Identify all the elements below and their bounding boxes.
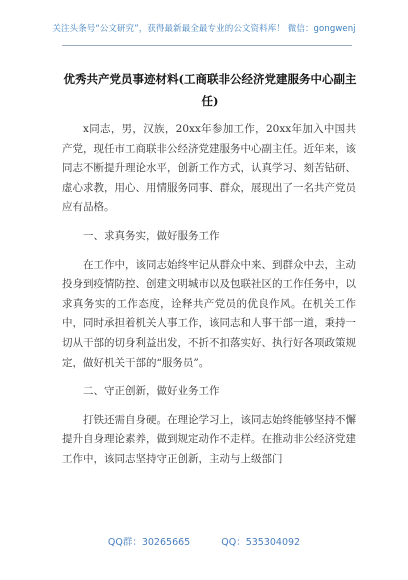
paragraph-section-1: 在工作中，该同志始终牢记从群众中来、到群众中去，主动投身到疫情防控、创建文明城市以及包联社区的工作任务中，以求真务实的工作态度，诠释共产党员的优良作风。在机关工作中，同时承担着机关人事工作，该同志和人事干部一道，秉持一切从干部的切身利益出发，不折不扣落实好、执行好各项政策规定，做好机关干部的“服务员”。 [62,258,356,369]
footer-qq-group: QQ群：30265665 [107,537,191,548]
document-body [62,120,356,470]
header-promo: 关注头条号“公文研究”，获得最新最全最专业的公文资料库！ 微信：gongwenj [52,24,356,34]
footer-contact [0,534,408,548]
paragraph-intro: x同志，男，汉族，20xx年参加工作，20xx年加入中国共产党，现任市工商联非公经济党建服务中心副主任。近年来，该同志不断提升理论水平，创新工作方式，认真学习、刻苦钻研、虚心求教，用心、用情服务同事、群众，展现出了一名共产党员应有品格。 [62,123,356,214]
section-heading-2: 二、守正创新，做好业务工作 [83,385,220,398]
paragraph-section-2: 打铁还需自身硬。在理论学习上，该同志始终能够坚持不懈提升自身理论素养，做到规定动作不走样。在推动非公经济党建工作中，该同志坚持守正创新，主动与上级部门 [62,413,356,465]
section-heading-1: 一、求真务实，做好服务工作 [83,229,220,242]
header-divider [62,45,352,46]
footer-qq: QQ：535304092 [221,537,301,548]
document-title: 优秀共产党员事迹材料(工商联非公经济党建服务中心副主任) [63,72,357,108]
